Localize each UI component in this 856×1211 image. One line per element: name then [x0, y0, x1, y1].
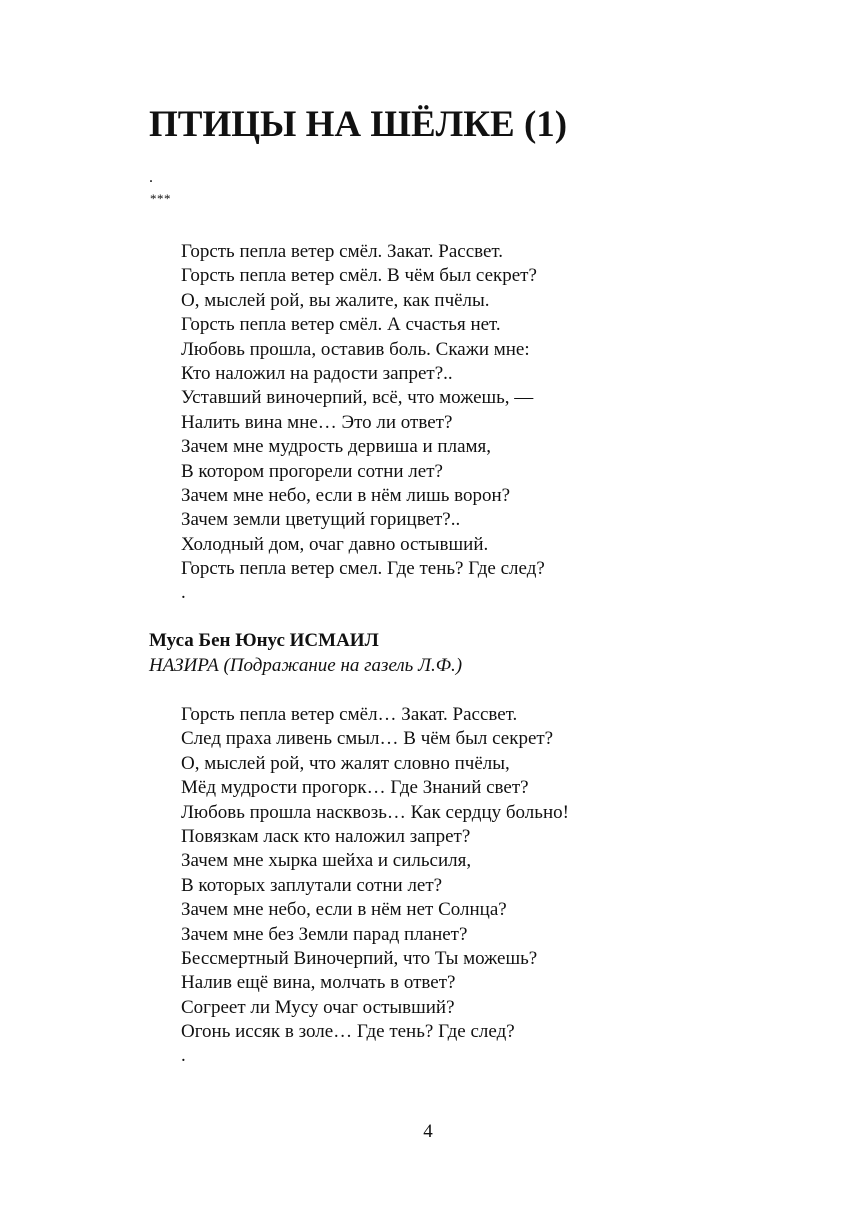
- poem-line: В которых заплутали сотни лет?: [181, 874, 443, 896]
- poem-line: След праха ливень смыл… В чём был секрет?: [181, 728, 554, 750]
- poem-line: О, мыслей рой, что жалят словно пчёлы,: [181, 752, 510, 774]
- poem-end-dot: .: [181, 1045, 186, 1067]
- poem-line: Уставший виночерпий, всё, что можешь, —: [181, 387, 534, 409]
- page-number: 4: [423, 1121, 433, 1142]
- poem-line: Согреет ли Мусу очаг остывший?: [181, 996, 455, 1018]
- poem-one: [181, 240, 545, 606]
- poem-line: Кто наложил на радости запрет?..: [181, 362, 453, 384]
- poem-line: Горсть пепла ветер смёл. А счастья нет.: [181, 314, 501, 336]
- page-title: ПТИЦЫ НА ШЁЛКЕ (1): [149, 104, 568, 145]
- author-name: Муса Бен Юнус ИСМАИЛ: [149, 630, 379, 651]
- poem-line: О, мыслей рой, вы жалите, как пчёлы.: [181, 289, 490, 311]
- poem-line: Холодный дом, очаг давно остывший.: [181, 533, 489, 555]
- section-separator: ***: [150, 191, 171, 206]
- poem-line: Горсть пепла ветер смёл. Закат. Рассвет.: [181, 241, 504, 262]
- poem-line: Бессмертный Виночерпий, что Ты можешь?: [181, 947, 538, 969]
- poem-line: Любовь прошла насквозь… Как сердцу больно!: [181, 801, 569, 823]
- poem-line: Повязкам ласк кто наложил запрет?: [181, 825, 471, 847]
- poem-line: Огонь иссяк в золе… Где тень? Где след?: [181, 1021, 515, 1043]
- poem-subtitle: НАЗИРА (Подражание на газель Л.Ф.): [149, 655, 463, 676]
- poem-two: [181, 703, 569, 1069]
- top-dot: .: [149, 169, 153, 186]
- poem-line: Любовь прошла, оставив боль. Скажи мне:: [181, 338, 530, 360]
- poem-line: Горсть пепла ветер смел. Где тень? Где след?: [181, 558, 545, 580]
- poem-end-dot: .: [181, 582, 186, 604]
- poem-line: Налив ещё вина, молчать в ответ?: [181, 972, 456, 994]
- poem-line: Зачем земли цветущий горицвет?..: [181, 509, 461, 531]
- poem-line: Мёд мудрости прогорк… Где Знаний свет?: [181, 777, 529, 799]
- poem-line: Горсть пепла ветер смёл. В чём был секрет?: [181, 265, 537, 287]
- poem-line: Зачем мне небо, если в нём лишь ворон?: [181, 484, 511, 506]
- poem-line: Горсть пепла ветер смёл… Закат. Рассвет.: [181, 704, 518, 725]
- poem-line: Зачем мне мудрость дервиша и пламя,: [181, 436, 492, 458]
- poem-line: Налить вина мне… Это ли ответ?: [181, 411, 453, 433]
- poem-line: Зачем мне хырка шейха и сильсиля,: [181, 850, 472, 872]
- poem-line: Зачем мне без Земли парад планет?: [181, 923, 468, 945]
- poem-line: Зачем мне небо, если в нём нет Солнца?: [181, 899, 507, 921]
- poem-line: В котором прогорели сотни лет?: [181, 460, 443, 482]
